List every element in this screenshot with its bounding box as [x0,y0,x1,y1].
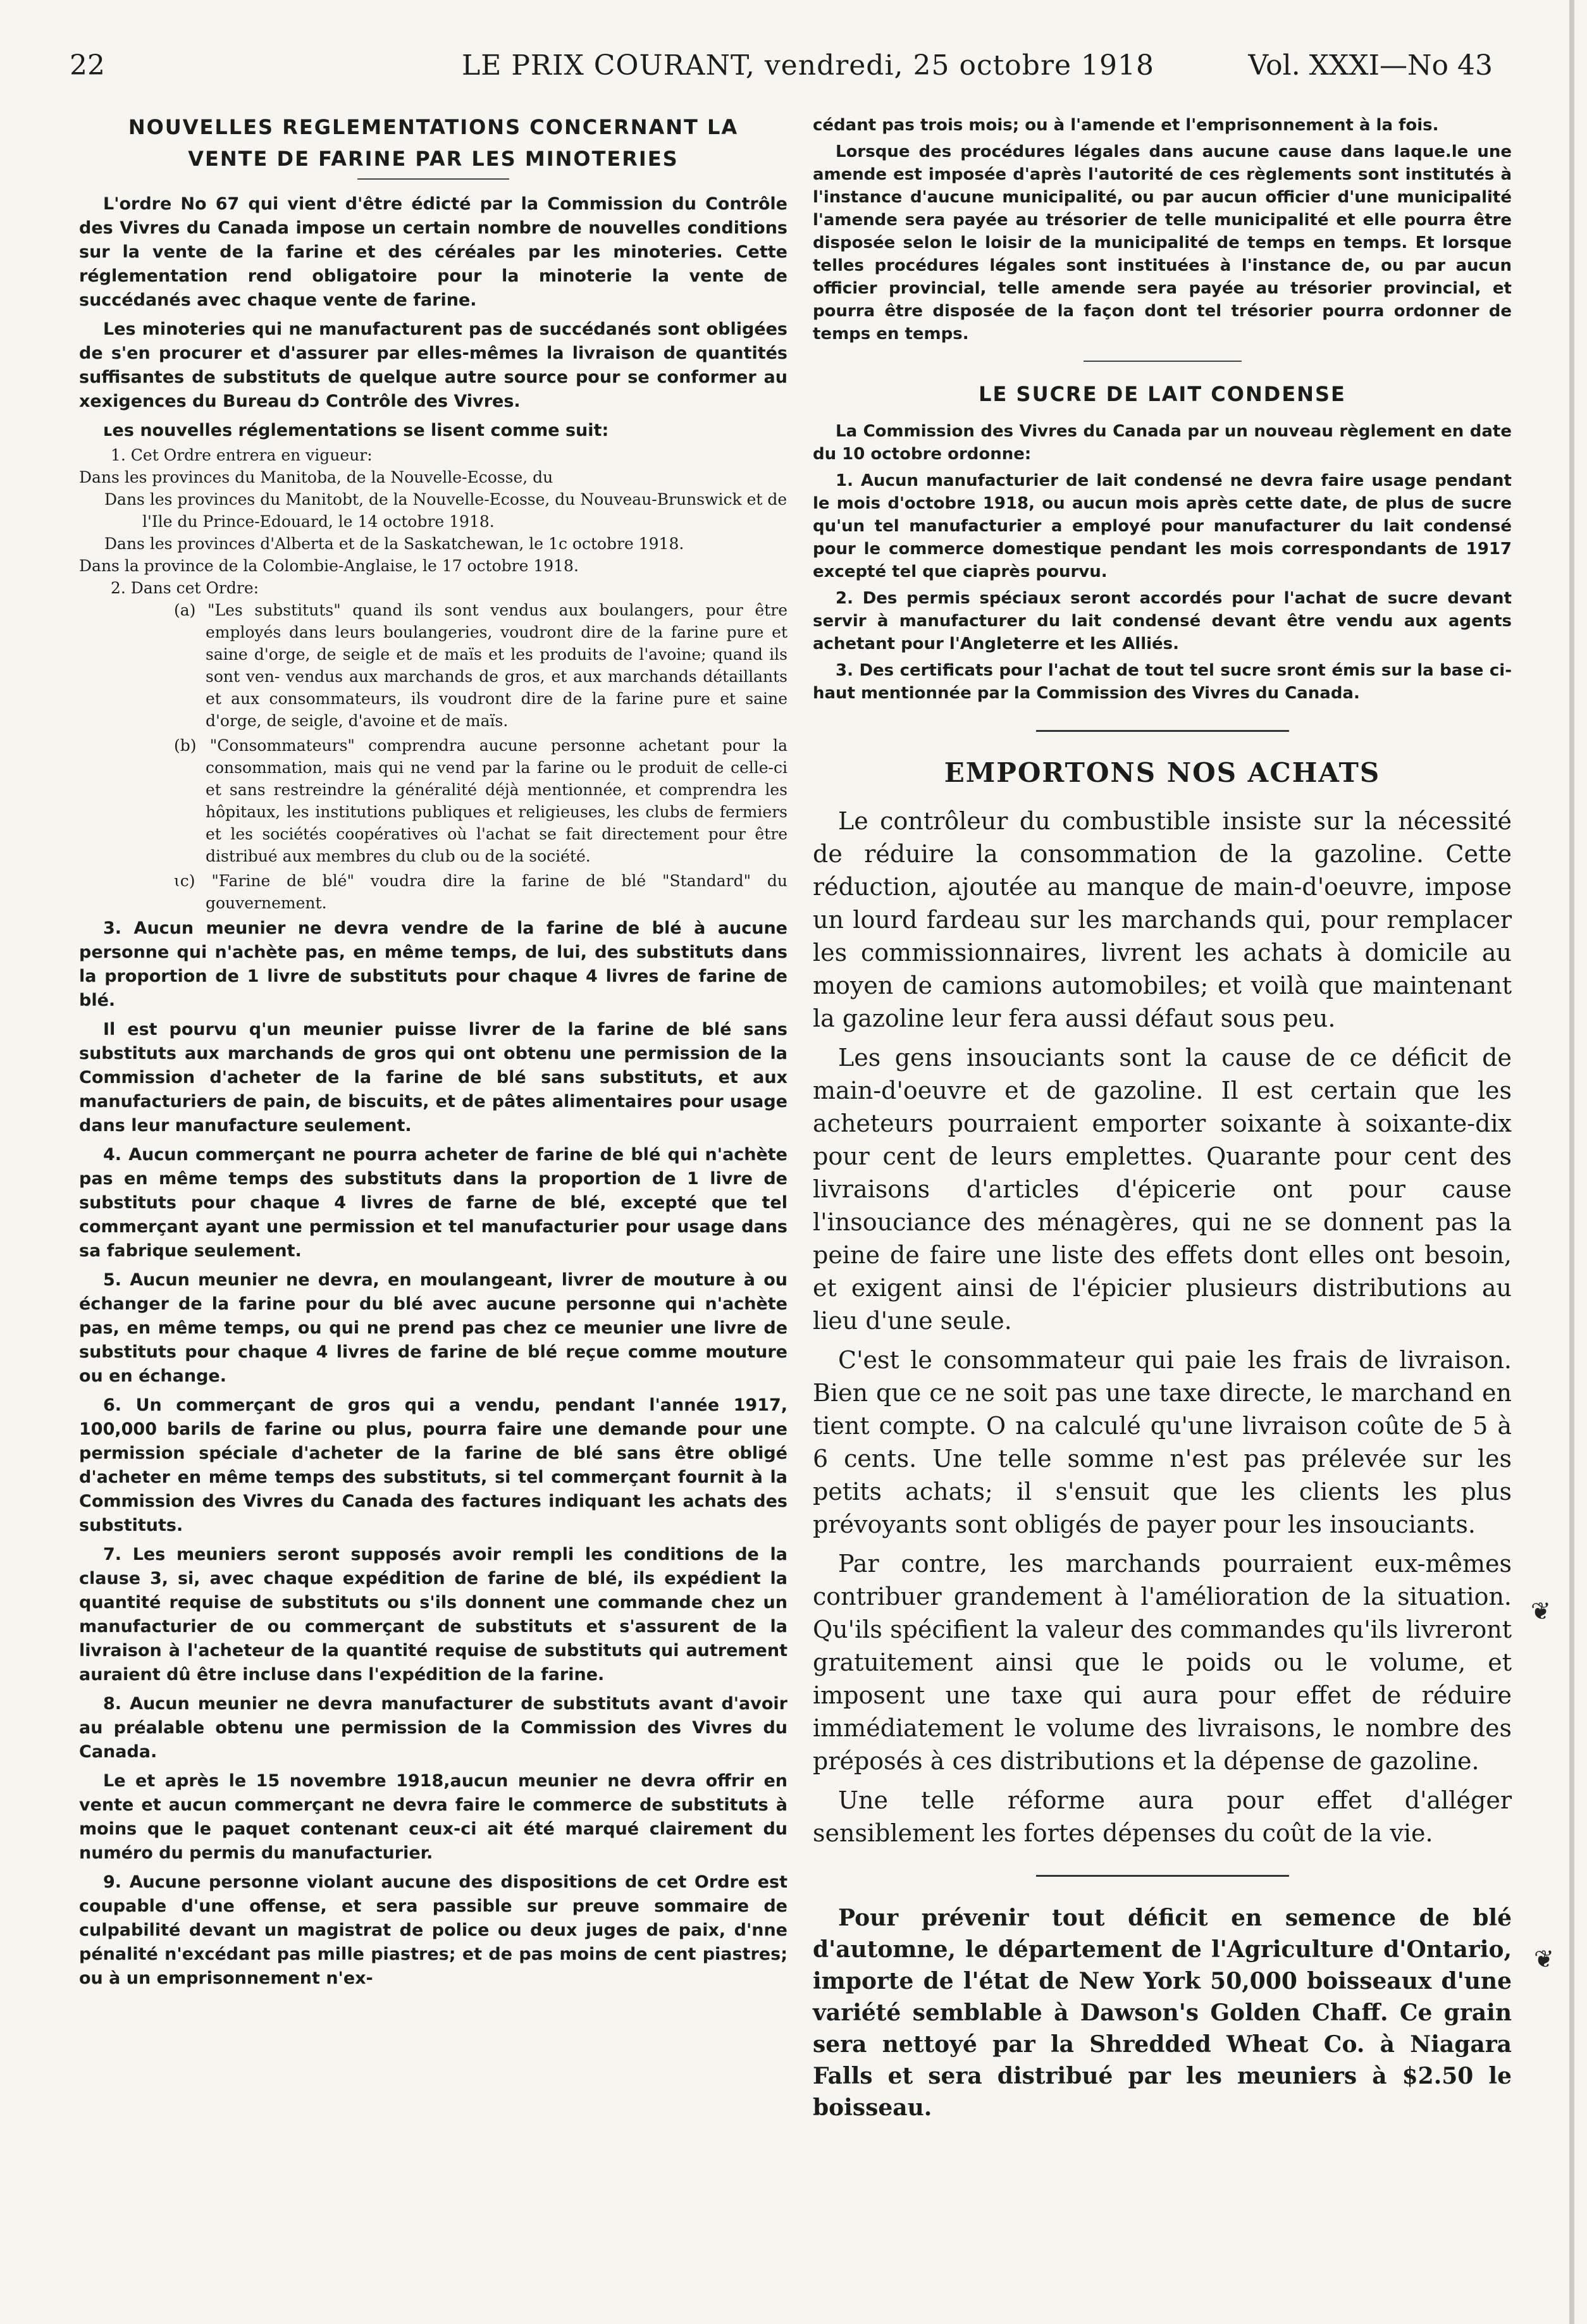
emportons-title: EMPORTONS NOS ACHATS [944,757,1381,788]
page-number: 22 [70,49,105,82]
clause-3: 3. Aucun meunier ne devra vendre de la farine de blé à aucune personne qui n'achète pas, en même temps, de lui, des substituts dans la proportion de 1 livre de substituts pour chaque 4 livres de farine de blé. [79,918,787,1010]
list-line: 2. Dans cet Ordre: [111,579,259,597]
definition-a: (a) "Les substituts" quand ils sont vendus aux boulangers, pour être employés dans leurs boulangeries, voudront dire de la farine pure et saine d'orge, de seigle et de maïs et les produits de l'avoine; quand ils sont ven- vendus aux marchands de gros, et aux marchands détaillants et aux consommateurs, ils voudront dire de la farine pure et saine d'orge, de seigle, d'avoine et de maïs. [174,601,787,730]
emportons-paragraph: Par contre, les marchands pourraient eux-mêmes contribuer grandement à l'amélioration de la situation. Qu'ils spécifient la valeur des commandes qu'ils livreront gratuitement ainsi que le poids ou le volume, et imposent une taxe qui aura pour effet de réduire immédiatement le volume des livraisons, le nombre des préposés à ces distributions et la dépense de gazoline. [813,1550,1512,1775]
sucre-clause-3: 3. Des certificats pour l'achat de tout tel sucre sront émis sur la base ci-haut mentionnée par la Commission des Vivres du Canada. [813,661,1512,703]
wheat-note: Pour prévenir tout déficit en semence de blé d'automne, le département de l'Agriculture d'Ontario, importe de l'état de New York 50,000 boisseaux d'une variété semblable à Dawson's Golden Chaff. Ce grain sera nettoyé par la Shredded Wheat Co. à Niagara Falls et sera distribué par les meuniers à $2.50 le boisseau. [813,1905,1512,2121]
article-title-line1: NOUVELLES REGLEMENTATIONS CONCERNANT LA [128,115,739,139]
right-column [813,114,1512,2123]
page-header [70,49,1493,100]
clause-3-note: Il est pourvu q'un meunier puisse livrer de la farine de blé sans substituts aux marchands de gros qui ont obtenu une permission de la Commission d'acheter de la farine de blé sans substituts, et aux manufacturiers de pain, de biscuits, et de pâtes alimentaires pour usage dans leur manufacture seulement. [79,1020,787,1135]
sucre-clause-1: 1. Aucun manufacturier de lait condensé ne devra faire usage pendant le mois d'octobre 1918, ou aucun mois après cette date, de plus de sucre qu'un tel manufacturier a employé pour manufacturer du lait condensé pour le commerce domestique pendant les mois correspondants de 1917 excepté tel que ciaprès pourvu. [813,471,1512,581]
list-line: Dans la province de la Colombie-Anglaise, le 17 octobre 1918. [79,557,579,575]
article-title-line2: VENTE DE FARINE PAR LES MINOTERIES [188,147,679,171]
title-divider [357,178,509,180]
emportons-paragraph: Une telle réforme aura pour effet d'alléger sensiblement les fortes dépenses du coût de la vie. [813,1786,1512,1847]
sucre-intro: La Commission des Vivres du Canada par un nouveau règlement en date du 10 octobre ordonne: [813,422,1512,464]
section-divider [1036,1875,1289,1877]
section-divider [1036,730,1289,732]
sucre-clause-2: 2. Des permis spéciaux seront accordés pour l'achat de sucre devant servir à manufacturer du lait condensé devant être vendu aux agents achetant pour l'Angleterre et les Alliés. [813,589,1512,653]
intro-paragraph: L'ordre No 67 qui vient d'être édicté par la Commission du Contrôle des Vivres du Canada impose un certain nombre de nouvelles conditions sur la vente de la farine et des céréales par les minoteries. Cette réglementation rend obligatoire pour la minoterie la vente de succédanés avec chaque vente de farine. [79,194,787,310]
list-line: Dans les provinces d'Alberta et de la Saskatchewan, le 1c octobre 1918. [104,535,684,553]
page-edge [1569,0,1574,2324]
emportons-paragraph: Le contrôleur du combustible insiste sur la nécessité de réduire la consommation de la gazoline. Cette réduction, ajoutée au manque de main-d'oeuvre, impose un lourd fardeau sur les marchands qui, pour remplacer les commissionnaires, livrent les achats à domicile au moyen de camions automobiles; et voilà que maintenant la gazoline leur fera aussi défaut sous peu. [813,807,1512,1032]
sucre-title: LE SUCRE DE LAIT CONDENSE [979,382,1346,406]
emportons-paragraph: Les gens insouciants sont la cause de ce déficit de main-d'oeuvre et de gazoline. Il est certain que les acheteurs pourraient emporter soixante à soixante-dix pour cent de leurs emplettes. Quarante pour cent des livraisons d'articles d'épicerie ont pour cause l'insouciance des ménagères, qui ne se donnent pas la peine de faire une liste des effets dont elles ont besoin, et exigent ainsi de l'épicier plusieurs distributions au lieu d'une seule. [813,1044,1512,1335]
clause-8-note: Le et après le 15 novembre 1918,aucun meunier ne devra offrir en vente et aucun commerçant ne devra faire le commerce de substituts à moins que le paquet contenant ceux-ci ait été marqué clairement du numéro du permis du manufacturier. [79,1771,787,1863]
definition-b: (b) "Consommateurs" comprendra aucune personne achetant pour la consommation, mais qui ne vend par la farine ou le produit de celle-ci et sans restreindre la généralité déjà mentionnée, et comprendra les hôpitaux, les institutions publiques et religieuses, les clubs de fermiers et les sociétés coopératives où l'achat se fait directement pour être distribué aux membres du club ou de la société. [174,736,787,865]
clause-5: 5. Aucun meunier ne devra, en moulangeant, livrer de mouture à ou échanger de la farine pour du blé avec aucune personne qui n'achète pas, en même temps, ou qui ne prend pas chez ce meunier une livre de substituts pour chaque 4 livres de farine de blé reçue comme mouture ou en échange. [79,1270,787,1386]
continued-paragraph: cédant pas trois mois; ou à l'amende et l'emprisonnement à la fois. [813,116,1439,135]
second-paragraph: Les minoteries qui ne manufacturent pas de succédanés sont obligées de s'en procurer et d'assurer par elles-mêmes la livraison de quantités suffisantes de substituts de quelque autre source pour se conformer au xexigences du Bureau dɔ Contrôle des Vivres. [79,319,787,411]
emportons-paragraph: C'est le consommateur qui paie les frais de livraison. Bien que ce ne soit pas une taxe directe, le marchand en tient compte. O na calculé qu'une livraison coûte de 5 à 6 cents. Une telle somme n'est pas prélevée sur les petits achats; il s'ensuit que les clients les plus prévoyants sont obligés de payer pour les insouciants. [813,1346,1512,1538]
margin-ornament-icon: ❦ [1531,1597,1551,1625]
left-column [79,114,787,1996]
clause-9: 9. Aucune personne violant aucune des dispositions de cet Ordre est coupable d'une offense, et sera passible sur preuve sommaire de culpabilité devant un magistrat de police ou deux juges de paix, d'nne pénalité n'excédant pas mille piastres; et de pas moins de cent piastres; ou à un emprisonnement n'ex- [79,1872,787,1988]
list-line: 1. Cet Ordre entrera en vigueur: [111,446,373,464]
fines-paragraph: Lorsque des procédures légales dans aucune cause dans laque.le une amende est imposée d'après l'autorité de ces règlements sont institutés à l'instance d'aucune municipalité, ou par aucun officier d'une municipalité l'amende sera payée au trésorier de telle municipalité et elle pourra être disposée selon le loisir de la municipalité de temps en temps. Et lorsque telles procédures légales sont instituées à l'instance de, ou par aucun officier provincial, telle amende sera payée au trésorier provincial, et pourra être disposée de la façon dont tel trésorier pourra ordonner de temps en temps. [813,142,1512,343]
definition-c: ɩc) "Farine de blé" voudra dire la farine de blé "Standard" du gouvernement. [174,872,787,912]
section-divider [1084,361,1242,362]
margin-ornament-icon: ❦ [1534,1945,1554,1973]
clause-8: 8. Aucun meunier ne devra manufacturer de substituts avant d'avoir au préalable obtenu une permission de la Commission des Vivres du Canada. [79,1694,787,1762]
clause-6: 6. Un commerçant de gros qui a vendu, pendant l'année 1917, 100,000 barils de farine ou plus, pourra faire une demande pour une permission spéciale d'acheter de la farine de blé sans être obligé d'acheter en même temps des substituts, si tel commerçant fournit à la Commission des Vivres du Canada des factures indiquant les achats des substituts. [79,1395,787,1535]
list-line: Dans les provinces du Manitoba, de la Nouvelle-Ecosse, du [79,468,553,486]
volume-number: Vol. XXXI—No 43 [1248,49,1493,82]
clause-4: 4. Aucun commerçant ne pourra acheter de farine de blé qui n'achète pas en même temps des substituts dans la proportion de 1 livre de substituts pour chaque 4 livres de farne de blé, excepté que tel commerçant ayant une permission et tel manufacturier pour usage dans sa fabrique seulement. [79,1145,787,1261]
publication-title: LE PRIX COURANT, vendredi, 25 octobre 1918 [462,49,1154,82]
clause-7: 7. Les meuniers seront supposés avoir rempli les conditions de la clause 3, si, avec chaque expédition de farine de blé, ils expédient la quantité requise de substituts ou s'ils donnent une commande chez un manufacturier de ou commerçant de substituts et s'assurent de la livraison à l'acheteur de la quantité requise de substituts qui autrement auraient dû être incluse dans l'expédition de la farine. [79,1545,787,1684]
rules-intro: ʟes nouvelles réglementations se lisent comme suit: [103,421,609,440]
list-line: Dans les provinces du Manitobt, de la Nouvelle-Ecosse, du Nouveau-Brunswick et de l'Ile du Prince-Edouard, le 14 octobre 1918. [104,490,787,531]
